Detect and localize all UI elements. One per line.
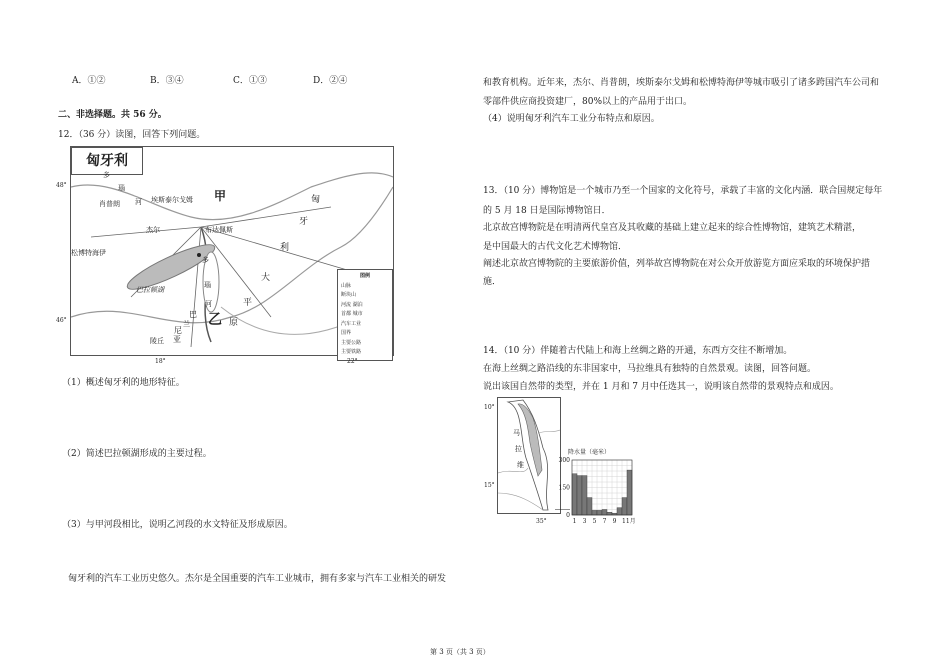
bar-8 (607, 512, 612, 515)
bar-11 (622, 498, 627, 515)
label-danube-5: 瑙 (204, 281, 211, 289)
legend-item: 国界 (341, 330, 352, 336)
label-malawi-2: 拉 (515, 445, 522, 453)
q12-paragraph-cont: 和教育机构。近年来，杰尔、肖普朗，埃斯泰尔戈姆和松博特海伊等城市吸引了诸多跨国汽车公司和 (483, 78, 880, 88)
bar-6 (597, 510, 602, 515)
label-hungary-1: 匈 (311, 195, 321, 205)
bar-3 (582, 476, 587, 515)
legend-item: 主要铁路 (341, 349, 362, 355)
place-gyor: 杰尔 (146, 226, 160, 234)
q13-line: 施． (483, 277, 502, 287)
legend-title: 图例 (359, 273, 370, 279)
lat-48: 48° (56, 182, 67, 189)
q12-sub4: （4）说明匈牙利汽车工业分布特点和原因。 (483, 114, 660, 124)
label-danube-1: 多 (103, 171, 110, 179)
page-footer: 第 3 页（共 3 页） (430, 648, 490, 656)
y-tick-label: 0 (566, 512, 570, 519)
label-baranya-1: 巴 (189, 310, 197, 319)
q14-line: 14．（10 分）伴随着古代陆上和海上丝绸之路的开通，东西方交往不断增加。 (483, 346, 793, 356)
place-balaton: 巴拉顿湖 (136, 286, 164, 294)
label-plain-1: 大 (261, 273, 271, 283)
q13-line: 的 5 月 18 日是国际博物馆日． (483, 206, 611, 216)
bar-10 (617, 508, 622, 515)
place-esztergom: 埃斯泰尔戈姆 (151, 196, 193, 204)
label-plain-3: 原 (229, 318, 239, 328)
label-danube-4: 多 (202, 256, 209, 264)
q14-line: 说出该国自然带的类型，并在 1 月和 7 月中任选其一，说明该自然带的景观特点和成因。 (483, 382, 839, 392)
label-danube-2: 瑙 (118, 184, 125, 192)
option-a: A．①② (72, 76, 106, 86)
label-yi: 乙 (208, 312, 222, 328)
legend-item: 首都 城市 (341, 311, 363, 317)
legend-item: 断块山 (341, 292, 357, 298)
y-tick-label: 150 (558, 484, 570, 492)
label-hungary-2: 牙 (299, 217, 309, 227)
q12-sub3: （3）与甲河段相比，说明乙河段的水文特征及形成原因。 (62, 520, 293, 530)
map-title: 匈牙利 (71, 147, 143, 175)
option-b: B．③④ (150, 76, 184, 86)
place-szombathely: 松博特海伊 (71, 249, 106, 257)
x-tick-label: 9 (612, 518, 617, 525)
place-sopron: 肖普朗 (99, 200, 120, 208)
label-malawi-3: 维 (517, 461, 524, 469)
label-danube-6: 河 (205, 300, 212, 308)
malawi-shape (498, 398, 560, 513)
q14-line: 在海上丝绸之路沿线的东非国家中，马拉维具有独特的自然景观。读图，回答问题。 (483, 364, 817, 374)
label-danube-3: 河 (135, 198, 142, 206)
option-d: D．②④ (313, 76, 348, 86)
hungary-map (70, 146, 394, 356)
chart-title: 降水量（毫米） (568, 449, 611, 456)
q12-paragraph-cont: 零部件供应商投资建厂，80%以上的产品用于出口。 (483, 97, 693, 107)
label-baranya-2: 兰 (183, 320, 190, 328)
label-jia: 甲 (214, 189, 227, 203)
lon-35: 35° (536, 518, 547, 525)
x-tick-label: 11月 (622, 518, 636, 525)
lat-46: 46° (56, 317, 67, 324)
label-hills: 陵丘 (150, 337, 164, 345)
map-legend (337, 269, 393, 361)
q12-sub1: （1）概述匈牙利的地形特征。 (62, 378, 185, 388)
label-hungary-3: 利 (280, 243, 290, 253)
q12-stem: 12．（36 分）读图，回答下列问题。 (58, 130, 206, 140)
option-c: C．①③ (233, 76, 267, 86)
legend-item: 山脉 (341, 282, 352, 289)
bar-7 (602, 510, 607, 516)
legend-item: 汽车工业 (341, 320, 362, 327)
label-baranya-4: 亚 (173, 335, 181, 344)
x-tick-label: 5 (592, 518, 597, 525)
lon-18: 18° (155, 358, 166, 365)
bar-12 (627, 470, 632, 515)
place-budapest: 布达佩斯 (205, 226, 233, 234)
label-plain-2: 平 (243, 298, 253, 308)
x-tick-label: 3 (582, 518, 587, 525)
q13-line: 北京故宫博物院是在明清两代皇宫及其收藏的基础上建立起来的综合性博物馆，建筑艺术精湛， (483, 223, 862, 233)
malawi-map (497, 397, 561, 514)
bar-1 (572, 474, 577, 515)
label-malawi-1: 马 (513, 429, 520, 437)
legend-item: 主要公路 (341, 339, 362, 346)
x-tick-label: 7 (602, 518, 607, 525)
q12-paragraph: 匈牙利的汽车工业历史悠久。杰尔是全国重要的汽车工业城市，拥有多家与汽车工业相关的研发 (68, 574, 447, 584)
bar-4 (587, 498, 592, 515)
bar-2 (577, 476, 582, 515)
label-baranya-3: 尼 (174, 326, 182, 335)
q13-line: 是中国最大的古代文化艺术博物馆． (483, 242, 628, 252)
q13-line: 13．（10 分）博物馆是一个城市乃至一个国家的文化符号，承载了丰富的文化内涵．联合国规定每年 (483, 186, 883, 196)
y-tick-label: 300 (558, 457, 570, 464)
lat-10: 10° (484, 404, 495, 411)
bar-5 (592, 510, 597, 515)
section-heading: 二、非选择题。共 56 分。 (58, 110, 167, 120)
lat-15: 15° (484, 482, 495, 489)
lon-22: 22° (347, 358, 358, 365)
precipitation-chart (555, 455, 675, 530)
q13-line: 阐述北京故宫博物院的主要旅游价值，列举故宫博物院在对公众开放游览方面应采取的环境保护措 (483, 259, 871, 269)
q12-sub2: （2）简述巴拉顿湖形成的主要过程。 (62, 449, 212, 459)
legend-item: 河流 湖泊 (341, 301, 363, 308)
x-tick-label: 1 (572, 518, 577, 525)
